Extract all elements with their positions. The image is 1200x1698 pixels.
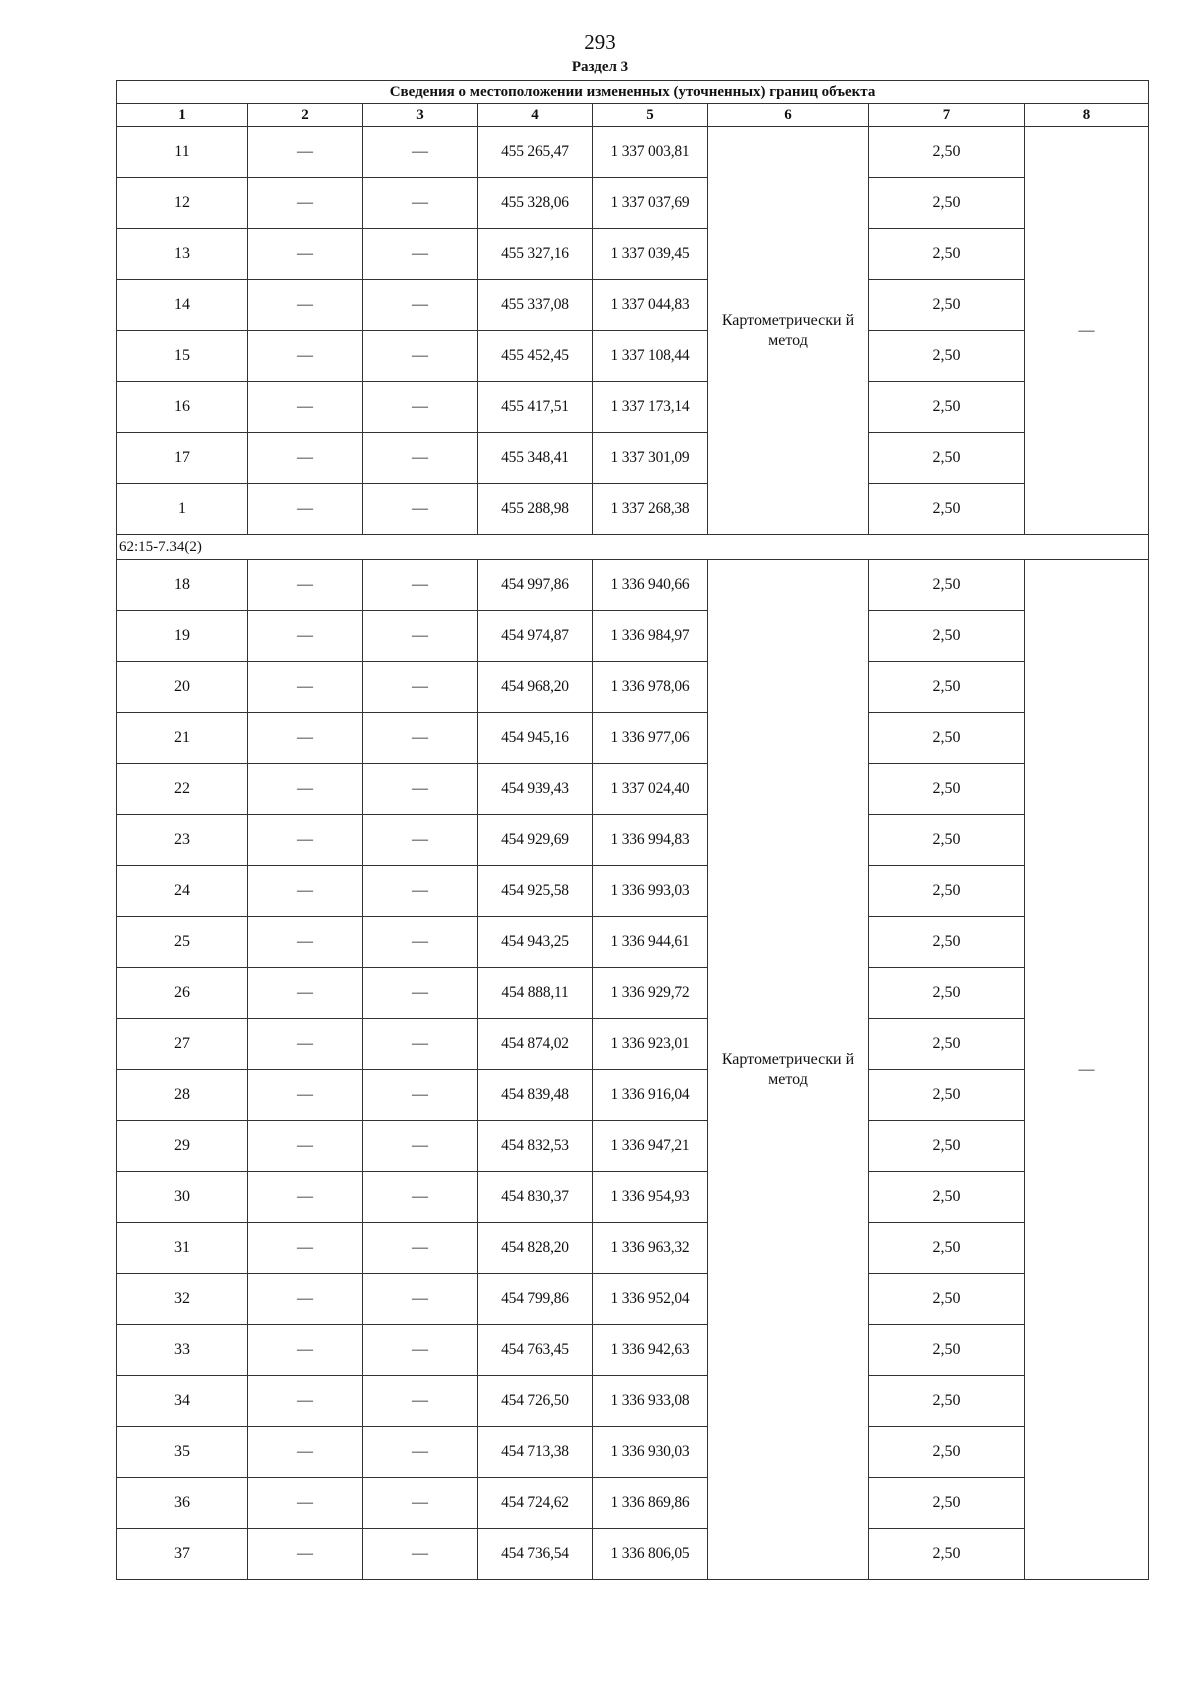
- accuracy-value: 2,50: [869, 968, 1025, 1019]
- col3-value: —: [363, 178, 478, 229]
- point-number: 31: [117, 1223, 248, 1274]
- point-number: 17: [117, 433, 248, 484]
- coord-x: 455 327,16: [478, 229, 593, 280]
- group-label-row: [117, 535, 1149, 560]
- coord-x: 454 929,69: [478, 815, 593, 866]
- coord-y: 1 336 916,04: [593, 1070, 708, 1121]
- coord-y: 1 336 994,83: [593, 815, 708, 866]
- coord-x: 454 830,37: [478, 1172, 593, 1223]
- coord-y: 1 336 933,08: [593, 1376, 708, 1427]
- accuracy-value: 2,50: [869, 229, 1025, 280]
- col3-value: —: [363, 611, 478, 662]
- coord-x: 454 888,11: [478, 968, 593, 1019]
- method-cell: Картометрически й метод: [708, 560, 869, 1580]
- accuracy-value: 2,50: [869, 917, 1025, 968]
- col3-value: —: [363, 280, 478, 331]
- col2-value: —: [248, 1529, 363, 1580]
- col3-value: —: [363, 1325, 478, 1376]
- col3-value: —: [363, 560, 478, 611]
- col2-value: —: [248, 484, 363, 535]
- coord-x: 455 328,06: [478, 178, 593, 229]
- accuracy-value: 2,50: [869, 484, 1025, 535]
- coord-x: 454 939,43: [478, 764, 593, 815]
- col3-value: —: [363, 1172, 478, 1223]
- table-row: [117, 382, 1149, 433]
- coord-y: 1 337 108,44: [593, 331, 708, 382]
- point-number: 11: [117, 127, 248, 178]
- col3-value: —: [363, 713, 478, 764]
- table-row: [117, 1121, 1149, 1172]
- table-row: [117, 433, 1149, 484]
- col3-value: —: [363, 1427, 478, 1478]
- col2-value: —: [248, 1019, 363, 1070]
- coord-x: 454 839,48: [478, 1070, 593, 1121]
- point-number: 37: [117, 1529, 248, 1580]
- method-cell: Картометрически й метод: [708, 127, 869, 535]
- point-number: 1: [117, 484, 248, 535]
- accuracy-value: 2,50: [869, 1325, 1025, 1376]
- col2-value: —: [248, 611, 363, 662]
- col3-value: —: [363, 1529, 478, 1580]
- accuracy-value: 2,50: [869, 1223, 1025, 1274]
- accuracy-value: 2,50: [869, 560, 1025, 611]
- column-header: 1: [117, 104, 248, 127]
- col2-value: —: [248, 1274, 363, 1325]
- coord-y: 1 336 942,63: [593, 1325, 708, 1376]
- column-header: 3: [363, 104, 478, 127]
- column-header-row: [117, 104, 1149, 127]
- accuracy-value: 2,50: [869, 280, 1025, 331]
- point-number: 16: [117, 382, 248, 433]
- accuracy-value: 2,50: [869, 866, 1025, 917]
- coord-x: 455 265,47: [478, 127, 593, 178]
- point-number: 13: [117, 229, 248, 280]
- coord-y: 1 337 037,69: [593, 178, 708, 229]
- point-number: 24: [117, 866, 248, 917]
- point-number: 33: [117, 1325, 248, 1376]
- table-row: [117, 866, 1149, 917]
- col2-value: —: [248, 1325, 363, 1376]
- coord-x: 454 726,50: [478, 1376, 593, 1427]
- point-number: 23: [117, 815, 248, 866]
- coord-x: 454 724,62: [478, 1478, 593, 1529]
- coord-y: 1 337 044,83: [593, 280, 708, 331]
- accuracy-value: 2,50: [869, 1376, 1025, 1427]
- accuracy-value: 2,50: [869, 1427, 1025, 1478]
- col2-value: —: [248, 331, 363, 382]
- coord-x: 454 763,45: [478, 1325, 593, 1376]
- coord-x: 454 997,86: [478, 560, 593, 611]
- col2-value: —: [248, 764, 363, 815]
- col2-value: —: [248, 917, 363, 968]
- coord-x: 454 943,25: [478, 917, 593, 968]
- table-row: [117, 1478, 1149, 1529]
- col3-value: —: [363, 1376, 478, 1427]
- coord-y: 1 336 978,06: [593, 662, 708, 713]
- col2-value: —: [248, 560, 363, 611]
- point-number: 25: [117, 917, 248, 968]
- coord-y: 1 336 952,04: [593, 1274, 708, 1325]
- point-number: 27: [117, 1019, 248, 1070]
- table-row: [117, 1529, 1149, 1580]
- table-row: [117, 815, 1149, 866]
- table-row: [117, 1325, 1149, 1376]
- accuracy-value: 2,50: [869, 433, 1025, 484]
- col8-cell: —: [1025, 127, 1149, 535]
- point-number: 12: [117, 178, 248, 229]
- page-number: 293: [584, 30, 616, 54]
- col3-value: —: [363, 968, 478, 1019]
- coord-x: 454 945,16: [478, 713, 593, 764]
- coord-y: 1 337 268,38: [593, 484, 708, 535]
- accuracy-value: 2,50: [869, 611, 1025, 662]
- col2-value: —: [248, 382, 363, 433]
- point-number: 29: [117, 1121, 248, 1172]
- col2-value: —: [248, 1172, 363, 1223]
- accuracy-value: 2,50: [869, 1070, 1025, 1121]
- boundary-points-table: [116, 80, 1149, 1580]
- coord-x: 455 452,45: [478, 331, 593, 382]
- coord-x: 454 799,86: [478, 1274, 593, 1325]
- table-row: [117, 1172, 1149, 1223]
- coord-x: 455 417,51: [478, 382, 593, 433]
- col3-value: —: [363, 1223, 478, 1274]
- point-number: 34: [117, 1376, 248, 1427]
- col3-value: —: [363, 1019, 478, 1070]
- col2-value: —: [248, 815, 363, 866]
- coord-x: 455 288,98: [478, 484, 593, 535]
- point-number: 22: [117, 764, 248, 815]
- point-number: 28: [117, 1070, 248, 1121]
- column-header: 8: [1025, 104, 1149, 127]
- column-header: 2: [248, 104, 363, 127]
- coord-x: 455 348,41: [478, 433, 593, 484]
- table-row: [117, 1427, 1149, 1478]
- accuracy-value: 2,50: [869, 382, 1025, 433]
- col2-value: —: [248, 1121, 363, 1172]
- point-number: 32: [117, 1274, 248, 1325]
- coord-x: 454 968,20: [478, 662, 593, 713]
- point-number: 18: [117, 560, 248, 611]
- point-number: 26: [117, 968, 248, 1019]
- table-row: [117, 713, 1149, 764]
- coord-y: 1 337 301,09: [593, 433, 708, 484]
- coord-y: 1 337 024,40: [593, 764, 708, 815]
- col3-value: —: [363, 1274, 478, 1325]
- coord-y: 1 336 930,03: [593, 1427, 708, 1478]
- col2-value: —: [248, 178, 363, 229]
- accuracy-value: 2,50: [869, 1529, 1025, 1580]
- col3-value: —: [363, 764, 478, 815]
- col3-value: —: [363, 662, 478, 713]
- col2-value: —: [248, 280, 363, 331]
- col3-value: —: [363, 1070, 478, 1121]
- col2-value: —: [248, 1478, 363, 1529]
- coord-y: 1 336 947,21: [593, 1121, 708, 1172]
- col2-value: —: [248, 968, 363, 1019]
- accuracy-value: 2,50: [869, 815, 1025, 866]
- coord-y: 1 336 944,61: [593, 917, 708, 968]
- coord-y: 1 336 954,93: [593, 1172, 708, 1223]
- coord-y: 1 337 039,45: [593, 229, 708, 280]
- col8-cell: —: [1025, 560, 1149, 1580]
- coord-y: 1 336 977,06: [593, 713, 708, 764]
- col2-value: —: [248, 1427, 363, 1478]
- point-number: 19: [117, 611, 248, 662]
- col3-value: —: [363, 127, 478, 178]
- table-row: [117, 1376, 1149, 1427]
- table-row: [117, 1274, 1149, 1325]
- coord-x: 454 925,58: [478, 866, 593, 917]
- coord-x: 454 736,54: [478, 1529, 593, 1580]
- table-row: [117, 764, 1149, 815]
- point-number: 14: [117, 280, 248, 331]
- table-row: [117, 178, 1149, 229]
- section-title: Раздел 3: [571, 59, 629, 75]
- column-header: 4: [478, 104, 593, 127]
- coord-x: 455 337,08: [478, 280, 593, 331]
- col2-value: —: [248, 433, 363, 484]
- column-header: 5: [593, 104, 708, 127]
- coord-x: 454 713,38: [478, 1427, 593, 1478]
- accuracy-value: 2,50: [869, 1121, 1025, 1172]
- coord-x: 454 874,02: [478, 1019, 593, 1070]
- point-number: 20: [117, 662, 248, 713]
- coord-x: 454 832,53: [478, 1121, 593, 1172]
- col2-value: —: [248, 229, 363, 280]
- accuracy-value: 2,50: [869, 331, 1025, 382]
- table-row: [117, 968, 1149, 1019]
- accuracy-value: 2,50: [869, 662, 1025, 713]
- col3-value: —: [363, 917, 478, 968]
- col3-value: —: [363, 484, 478, 535]
- accuracy-value: 2,50: [869, 127, 1025, 178]
- coord-y: 1 337 173,14: [593, 382, 708, 433]
- coord-y: 1 336 923,01: [593, 1019, 708, 1070]
- point-number: 30: [117, 1172, 248, 1223]
- coord-y: 1 336 869,86: [593, 1478, 708, 1529]
- col3-value: —: [363, 1478, 478, 1529]
- table-row: [117, 229, 1149, 280]
- coord-x: 454 828,20: [478, 1223, 593, 1274]
- col3-value: —: [363, 229, 478, 280]
- accuracy-value: 2,50: [869, 1274, 1025, 1325]
- table-row: [117, 1019, 1149, 1070]
- point-number: 21: [117, 713, 248, 764]
- table-row: [117, 1070, 1149, 1121]
- coord-y: 1 336 984,97: [593, 611, 708, 662]
- table-row: [117, 280, 1149, 331]
- col2-value: —: [248, 662, 363, 713]
- accuracy-value: 2,50: [869, 1172, 1025, 1223]
- table-caption: Сведения о местоположении измененных (уточненных) границ объекта: [117, 81, 1149, 104]
- table-row: [117, 662, 1149, 713]
- col2-value: —: [248, 1376, 363, 1427]
- coord-y: 1 336 940,66: [593, 560, 708, 611]
- accuracy-value: 2,50: [869, 1019, 1025, 1070]
- coord-y: 1 337 003,81: [593, 127, 708, 178]
- accuracy-value: 2,50: [869, 713, 1025, 764]
- col2-value: —: [248, 127, 363, 178]
- coord-y: 1 336 963,32: [593, 1223, 708, 1274]
- table-row: [117, 1223, 1149, 1274]
- col2-value: —: [248, 713, 363, 764]
- accuracy-value: 2,50: [869, 764, 1025, 815]
- group-label: 62:15-7.34(2): [117, 535, 1149, 560]
- coord-y: 1 336 993,03: [593, 866, 708, 917]
- coord-y: 1 336 806,05: [593, 1529, 708, 1580]
- col2-value: —: [248, 1223, 363, 1274]
- col3-value: —: [363, 331, 478, 382]
- point-number: 36: [117, 1478, 248, 1529]
- coord-y: 1 336 929,72: [593, 968, 708, 1019]
- col3-value: —: [363, 382, 478, 433]
- table-row: [117, 484, 1149, 535]
- accuracy-value: 2,50: [869, 1478, 1025, 1529]
- accuracy-value: 2,50: [869, 178, 1025, 229]
- table-row: [117, 127, 1149, 178]
- column-header: 6: [708, 104, 869, 127]
- col2-value: —: [248, 866, 363, 917]
- column-header: 7: [869, 104, 1025, 127]
- col2-value: —: [248, 1070, 363, 1121]
- col3-value: —: [363, 433, 478, 484]
- table-row: [117, 560, 1149, 611]
- col3-value: —: [363, 866, 478, 917]
- point-number: 35: [117, 1427, 248, 1478]
- col3-value: —: [363, 1121, 478, 1172]
- table-row: [117, 917, 1149, 968]
- table-row: [117, 611, 1149, 662]
- table-row: [117, 331, 1149, 382]
- col3-value: —: [363, 815, 478, 866]
- point-number: 15: [117, 331, 248, 382]
- coord-x: 454 974,87: [478, 611, 593, 662]
